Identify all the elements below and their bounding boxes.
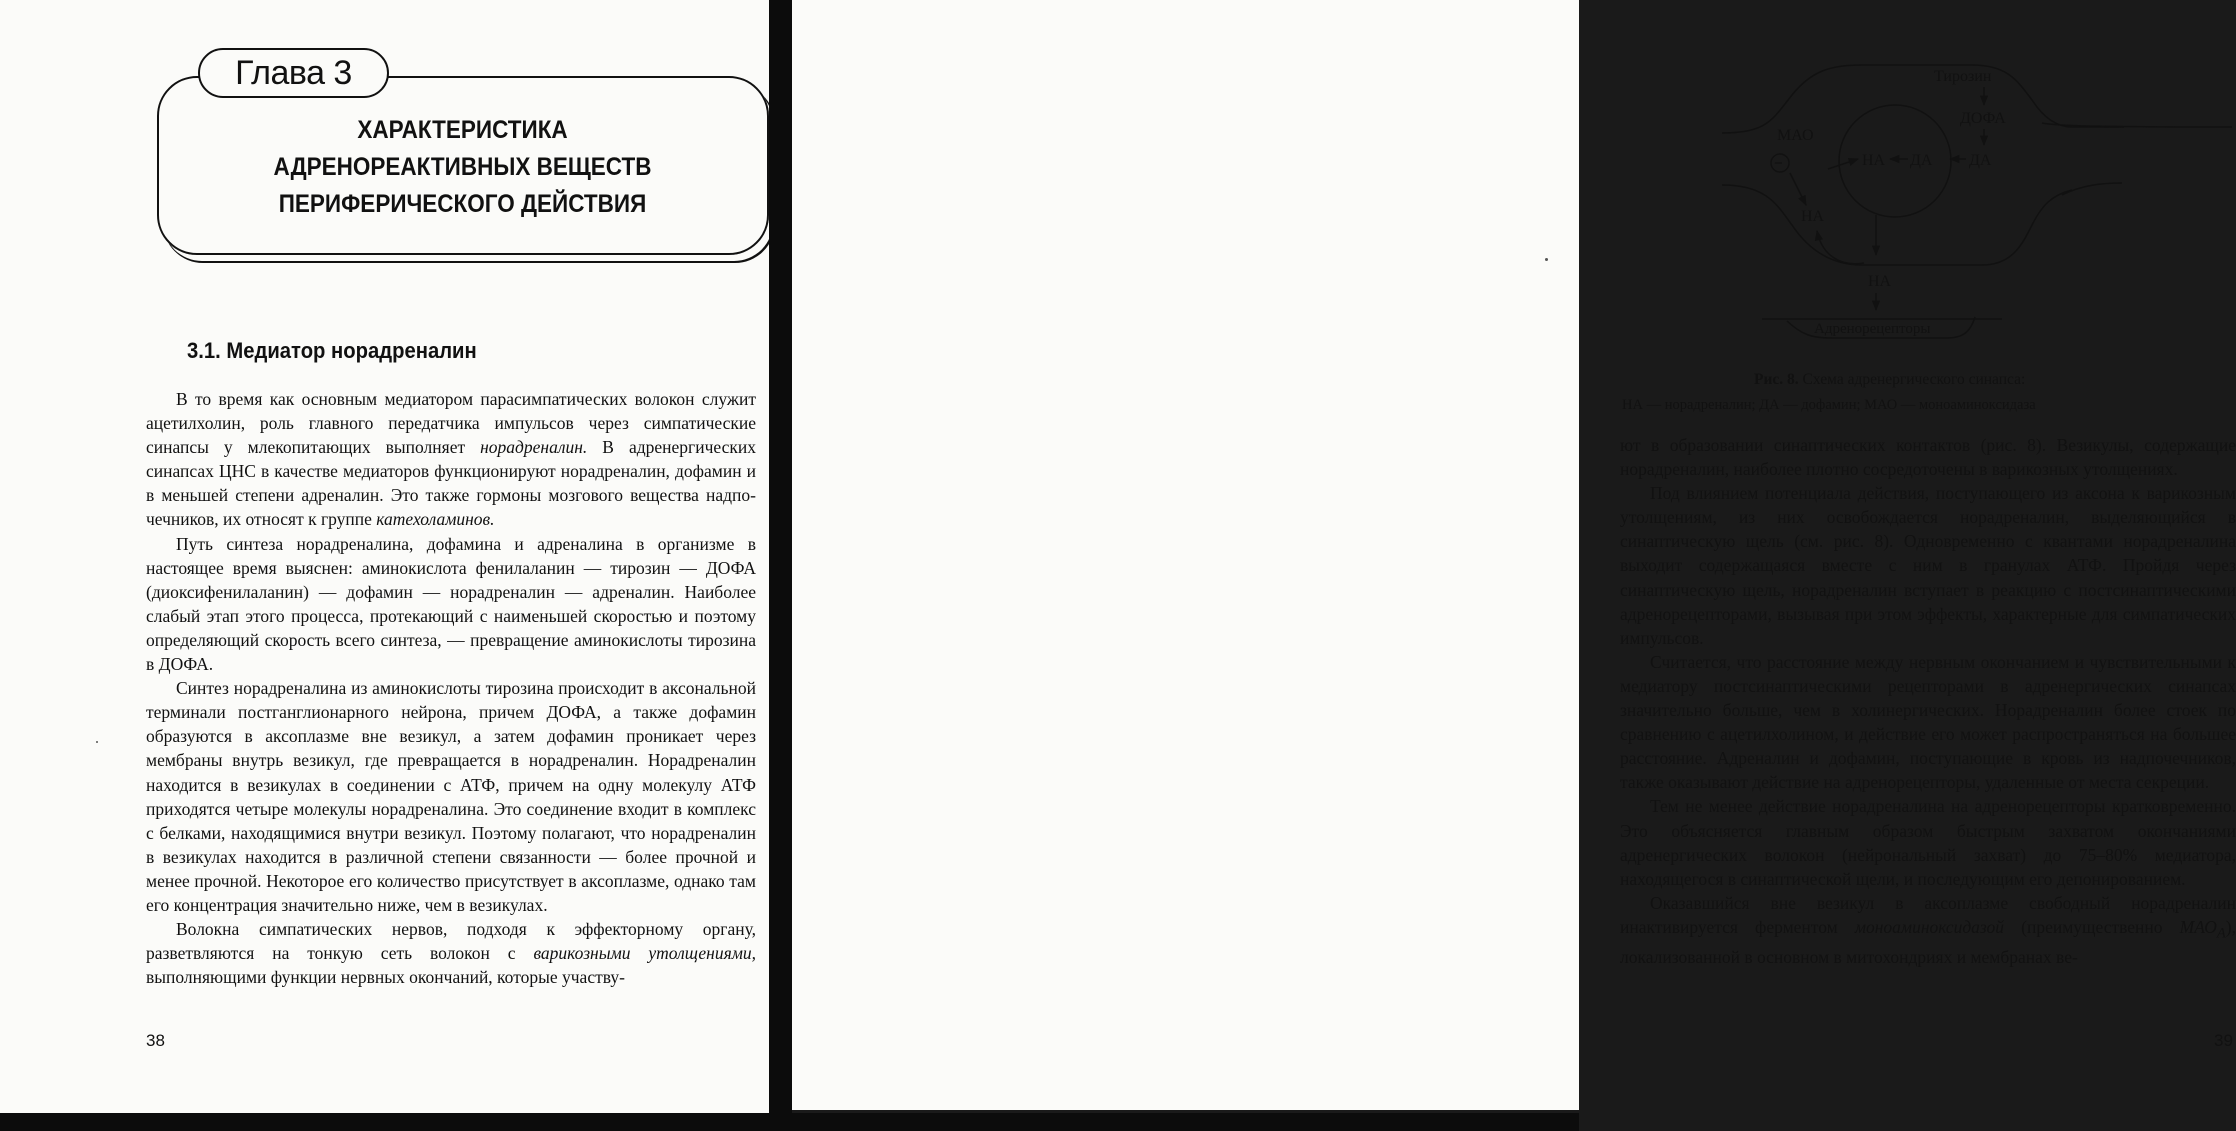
text-run: В то время как основным медиатором парасимпатических волокон служит ацетилхолин, роль главного передатчика импульсов через симпатические синапсы у млекопитающих выполняет (146, 389, 756, 458)
left-page (0, 0, 769, 1113)
text-run: ют в образовании синаптических контактов (рис. 8). Везикулы, содержащие норадреналин, наиболее плотно сосредоточены в варикозных утолщениях. (1620, 435, 2236, 480)
label-na-vesicle: НА (1862, 152, 1886, 169)
paragraph (146, 387, 756, 532)
label-da-vesicle: ДА (1910, 152, 1933, 169)
figure-caption (1754, 371, 2025, 389)
italic-term (2216, 917, 2226, 942)
text-run: В адренергических синапсах ЦНС в качестве медиаторов функционируют норадреналин, дофамин и в меньшей степени адреналин. Это также гормоны мозгового вещества надпочечников, их относят к группе (146, 437, 756, 530)
left-body-text (146, 387, 756, 989)
chapter-label: Глава 3 (198, 48, 389, 98)
text-run: Синтез норадреналина из аминокислоты тирозина происходит в аксональной терминали постганглионарного нейрона, причем ДОФА, а также дофамин образуются в аксоплазме вне везикул, а затем дофамин проникает через мембраны внутрь везикул, где превращается в норадреналин. Норадреналин находится в везикулах в соединении с АТФ, причем на одну молекулу АТФ приходятся четыре молекулы норадреналина. Это соединение входит в комплекс с белками, находящимися внутри везикул. Поэтому полагают, что норадреналин в везикулах находится в различной степени связанности — более прочной и менее прочной. Некоторое его количество присутствует в аксоплазме, однако там его концентрация значительно ниже, чем в везикулах. (146, 678, 756, 915)
figure-caption-prefix: Рис. 8. (1754, 371, 1799, 388)
scan-border-right (1579, 0, 1600, 1131)
text-run: Путь синтеза норадреналина, дофамина и адреналина в организме в настоящее время выяснен: аминокислота фенилаланин — тирозин — ДОФА (диоксифенилаланин) — дофамин — норадреналин — адреналин. Наиболее слабый этап этого процесса, протекающий с наименьшей скоростью и поэтому определяющий скорость всего синтеза, — превращение аминокислоты тирозина в ДОФА. (146, 533, 756, 675)
italic-term: катехоламинов. (376, 509, 495, 530)
chapter-title-line: ПЕРИФЕРИЧЕСКОГО ДЕЙСТВИЯ (278, 190, 647, 218)
paragraph (146, 917, 756, 989)
page-number: 38 (146, 1031, 165, 1050)
text-run: (преимущественно (2004, 916, 2180, 937)
axon-membrane-bottom-right (2062, 183, 2122, 195)
paragraph (1620, 433, 2236, 481)
italic-term: норадреналин. (480, 437, 588, 458)
italic-term: моноаминоксидазой (1854, 916, 2005, 937)
vesicle (1839, 105, 1951, 217)
chapter-title (208, 112, 717, 223)
axon-membrane-top (1722, 65, 2124, 133)
text-run: Под влиянием потенциала действия, поступающего из аксона к варикозным утолщениям, из них освобождается норадреналин, выделяющийся в синаптическую щель (см. рис. 8). Одновременно с квантами норадреналина выходит содержащаяся вместе с ним в гранулах АТФ. Пройдя через синаптическую щель, норадреналин вступает в реакцию с постсинаптическими адренорецепторами, вызывая при этом эффекты, характерные для симпатических импульсов. (1620, 483, 2236, 648)
label-na-cleft: НА (1868, 273, 1892, 290)
label-da-axoplasm: ДА (1969, 152, 1992, 169)
paragraph (1620, 891, 2236, 970)
scan-border-bottom (0, 1113, 1600, 1131)
figure-legend: НА — норадреналин; ДА — дофамин; МАО — моноаминоксидаза (1622, 397, 2036, 413)
label-receptors: Адренорецепторы (1814, 321, 1931, 337)
text-run: выполняющими функции нервных окончаний, которые участву- (146, 967, 625, 988)
figure-caption-title: Схема адренергического синапса: (1798, 371, 2026, 388)
italic-term: варикозными утолщениями, (533, 943, 756, 964)
arrow-reuptake (1817, 231, 1864, 264)
text-run: Считается, что расстояние между нервным окончанием и чувствительными к медиатору постсинаптическими рецепторами в адренергических синапсах значительно больше, чем в холинергических. Норадреналин более стоек по сравнению с ацетилхолином, и действие его может распространяться на большее расстояние. Адреналин и дофамин, поступающие в кровь из надпочечников, также оказывают действие на адренорецепторы, удаленные от места секреции. (1620, 651, 2236, 793)
chapter-title-line: ХАРАКТЕРИСТИКА (357, 116, 568, 144)
axon-membrane-bottom (1722, 185, 2072, 265)
scan-speck (1545, 258, 1548, 261)
paragraph (146, 676, 756, 917)
text-run: Тем не менее действие норадреналина на адренорецепторы кратковременно. Это объясняется главным образом быстрым захватом окончаниями адренергических волокон (нейрональный захват) до 75–80% медиатора, находящегося в синаптической щели, и последующим его депонированием. (1620, 796, 2236, 889)
minus-sign: − (1774, 155, 1783, 172)
label-na-axoplasm: НА (1801, 208, 1825, 225)
arrow-mao-to-na (1790, 173, 1806, 205)
italic-term: МАО (2179, 916, 2217, 937)
text-run: Оказавшийся вне везикул в аксоплазме свободный норадреналин инактивируется ферментом (1620, 892, 2236, 937)
book-spine (769, 0, 792, 1131)
section-heading: 3.1. Медиатор норадреналин (187, 338, 477, 363)
text-run: Волокна симпатических нервов, подходя к эффекторному органу, разветвляются на тонкую сеть волокон с (146, 919, 756, 964)
page-number: 39 (2214, 1031, 2233, 1050)
paragraph (1620, 481, 2236, 650)
arrow-axoplasm-to-vesicle (1828, 159, 1858, 169)
paragraph (1620, 794, 2236, 890)
scan-speck (96, 741, 98, 743)
paragraph (1620, 650, 2236, 795)
label-tyrosine: Тирозин (1934, 68, 1992, 85)
text-run: ), локализованной в основном в митохондриях и мембранах ве- (1620, 916, 2236, 968)
mao-inhibition-icon (1771, 154, 1789, 172)
subscript: A (2216, 925, 2226, 942)
synapse-diagram (1722, 55, 2232, 365)
right-page (792, 0, 2236, 1110)
label-mao: МАО (1777, 127, 1814, 144)
right-body-text (1620, 433, 2236, 970)
chapter-title-line: АДРЕНОРЕАКТИВНЫХ ВЕЩЕСТВ (273, 153, 652, 181)
label-dopa: ДОФА (1960, 110, 2006, 127)
paragraph (146, 532, 756, 677)
